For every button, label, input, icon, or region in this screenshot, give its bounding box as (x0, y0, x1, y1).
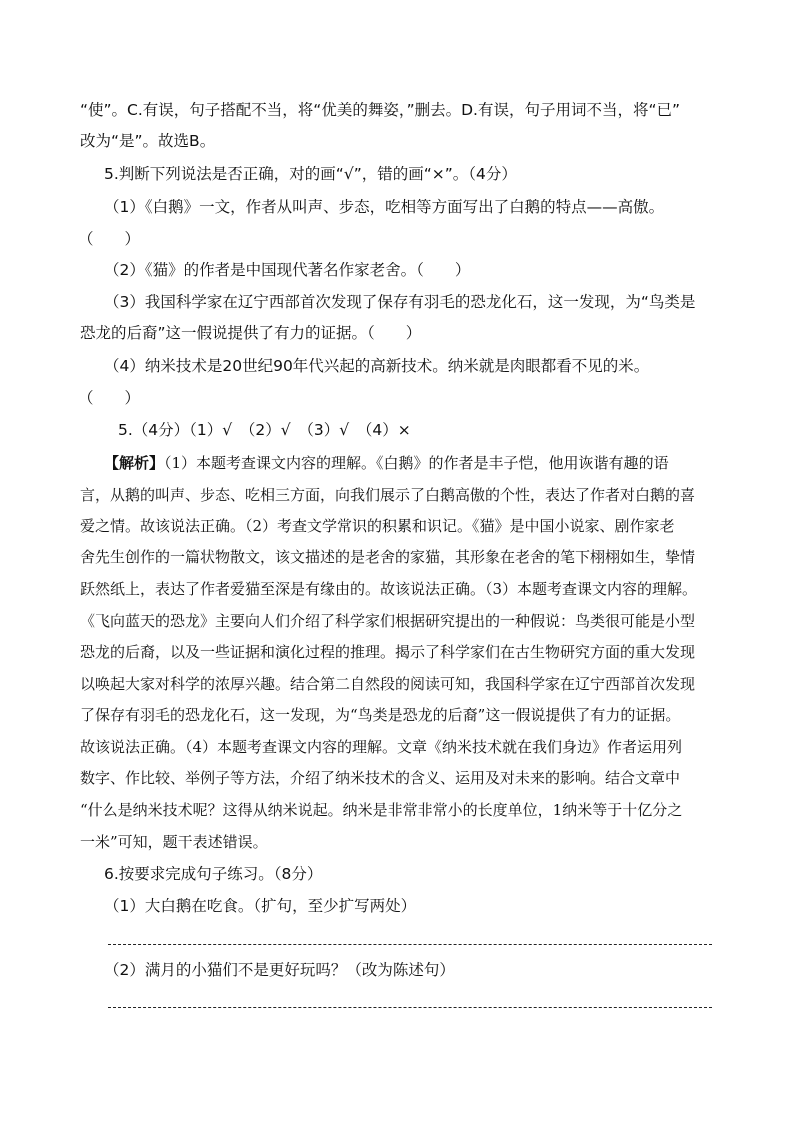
question-6-title: 6.按要求完成句子练习。（8分） (104, 865, 323, 883)
question-5-item-3-cont: 恐龙的后裔”这一假说提供了有力的证据。（ ） (80, 324, 422, 342)
text-line: 改为“是”。故选B。 (80, 132, 216, 150)
analysis-line: 跃然纸上，表达了作者爱猫至深是有缘由的。故该说法正确。（3）本题考查课文内容的理解。 (80, 580, 698, 598)
analysis-line: 《飞向蓝天的恐龙》主要向人们介绍了科学家们根据研究提出的一种假说：鸟类很可能是小型 (80, 612, 696, 630)
analysis-line: 数字、作比较、举例子等方法，介绍了纳米技术的含义、运用及对未来的影响。结合文章中 (80, 769, 681, 787)
analysis-line: 了保存有羽毛的恐龙化石，这一发现，为“鸟类是恐龙的后裔”这一假说提供了有力的证据。 (80, 706, 681, 724)
question-5-item-3: （3）我国科学家在辽宁西部首次发现了保存有羽毛的恐龙化石，这一发现，为“鸟类是 (104, 293, 696, 311)
analysis-line: 舍先生创作的一篇状物散文，该文描述的是老舍的家猫，其形象在老舍的笔下栩栩如生，挚情 (80, 548, 696, 566)
analysis-line: 恐龙的后裔，以及一些证据和演化过程的推理。揭示了科学家们在古生物研究方面的重大发现 (80, 643, 696, 661)
question-5-item-2: （2）《猫》的作者是中国现代著名作家老舍。（ ） (104, 261, 471, 279)
analysis-text: （1）本题考查课文内容的理解。《白鹅》的作者是丰子恺，他用诙谐有趣的语 (164, 454, 669, 472)
analysis-line: 言，从鹅的叫声、步态、吃相三方面，向我们展示了白鹅高傲的个性，表达了作者对白鹅的喜 (80, 486, 696, 504)
answer-key: 5.（4分）（1）√ （2）√ （3）√ （4）× (118, 421, 411, 439)
analysis-line: 以唤起大家对科学的浓厚兴趣。结合第二自然段的阅读可知，我国科学家在辽宁西部首次发现 (80, 675, 696, 693)
answer-line[interactable] (108, 1007, 712, 1008)
question-5-title: 5.判断下列说法是否正确，对的画“√”，错的画“×”。（4分） (104, 165, 517, 183)
analysis-line: 故该说法正确。（4）本题考查课文内容的理解。文章《纳米技术就在我们身边》作者运用列 (80, 738, 683, 756)
answer-blank: （ ） (78, 389, 141, 407)
text-line: “使”。C.有误，句子搭配不当，将“优美的舞姿，”删去。D.有误，句子用词不当，将“已” (80, 101, 681, 119)
answer-line[interactable] (108, 944, 712, 945)
analysis-line: 爱之情。故该说法正确。（2）考查文学常识的积累和识记。《猫》是中国小说家、剧作家老 (80, 517, 675, 535)
analysis-line (104, 453, 669, 473)
question-6-item-2: （2）满月的小猫们不是更好玩吗？（改为陈述句） (104, 961, 455, 979)
question-6-item-1: （1）大白鹅在吃食。（扩句，至少扩写两处） (104, 897, 417, 915)
analysis-line: “什么是纳米技术呢？这得从纳米说起。纳米是非常非常小的长度单位，1纳米等于十亿分之 (80, 801, 683, 819)
question-5-item-1: （1）《白鹅》一文，作者从叫声、步态，吃相等方面写出了白鹅的特点——高傲。 (104, 198, 665, 216)
answer-blank: （ ） (78, 230, 141, 248)
analysis-label: 【解析】 (104, 454, 165, 472)
analysis-line: 一米”可知，题干表述错误。 (80, 833, 268, 851)
question-5-item-4: （4）纳米技术是20世纪90年代兴起的高新技术。纳米就是肉眼都看不见的米。 (104, 357, 650, 375)
